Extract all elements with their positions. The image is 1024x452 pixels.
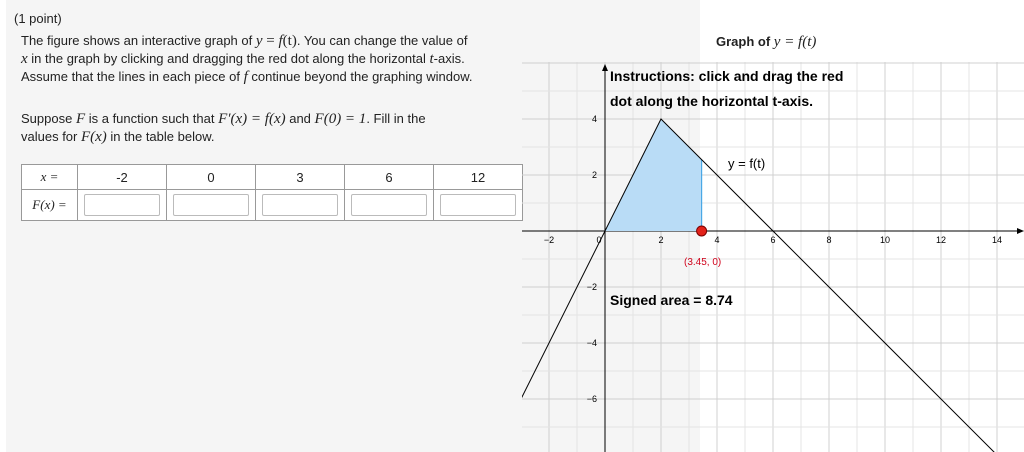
graph-title-math: y = f(t) [773, 34, 817, 50]
x-row-header: x = [22, 165, 78, 190]
F-answer-cell [345, 190, 434, 221]
math-t: (t) [282, 33, 297, 49]
t-axis-arrow-icon [1017, 228, 1024, 234]
text-segment: . Fill in the [366, 111, 426, 126]
math-f: f [278, 33, 283, 49]
x-value-cell: -2 [78, 165, 167, 190]
x-tick-label: 4 [714, 235, 720, 245]
interactive-graph[interactable] [522, 62, 1024, 452]
text-segment: continue beyond the graphing window. [247, 69, 473, 84]
math-f: f [243, 69, 248, 85]
math-t-var: t [429, 51, 434, 67]
y-tick-label: 4 [591, 114, 597, 124]
x-tick-label: 6 [770, 235, 776, 245]
text-segment: Suppose [21, 111, 76, 126]
math-y: y [255, 33, 263, 49]
y-axis-arrow-icon [602, 64, 608, 71]
x-tick-label: 10 [879, 235, 891, 245]
signed-area-readout: Signed area = 8.74 [610, 292, 733, 308]
text-segment: The figure shows an interactive graph of [21, 33, 256, 48]
F-row-header: F(x) = [22, 190, 78, 221]
x-value-cell: 6 [345, 165, 434, 190]
F-answer-input-x-0[interactable] [173, 194, 249, 216]
F-answer-cell [434, 190, 523, 221]
problem-paragraph-1 [21, 32, 521, 86]
math-initial-condition: F(0) = 1 [314, 111, 367, 127]
x-tick-label: 14 [991, 235, 1003, 245]
text-segment: -axis. [433, 51, 465, 66]
x-tick-label: −2 [543, 235, 555, 245]
text-segment: in the table below. [106, 129, 215, 144]
math-derivative-equation: F′(x) = f(x) [218, 111, 286, 127]
math-eq: = [262, 33, 279, 49]
graph-title-text: Graph of [716, 34, 774, 49]
F-answer-input-x-6[interactable] [351, 194, 427, 216]
x-row [22, 165, 523, 190]
point-value: (1 point) [14, 11, 62, 26]
math-x: x [21, 51, 28, 67]
text-segment: . You can change the value of [296, 33, 468, 48]
point-coordinate-label: (3.45, 0) [684, 257, 722, 268]
y-tick-label: −2 [586, 282, 597, 292]
x-value-cell: 12 [434, 165, 523, 190]
x-value-cell: 0 [167, 165, 256, 190]
draggable-red-dot[interactable] [697, 226, 707, 236]
values-table [21, 164, 523, 221]
F-answer-input-x-neg2[interactable] [84, 194, 160, 216]
grid-lines [522, 62, 1024, 452]
x-tick-labels [544, 235, 1002, 245]
F-answer-cell [167, 190, 256, 221]
F-answer-cell [256, 190, 345, 221]
text-segment: values for [21, 129, 81, 144]
F-answer-input-x-12[interactable] [440, 194, 516, 216]
F-row [22, 190, 523, 221]
x-tick-label: 2 [658, 235, 664, 245]
x-tick-label: 0 [596, 235, 602, 245]
text-segment: Assume that the lines in each piece of [21, 69, 244, 84]
instructions-line-1: Instructions: click and drag the red [610, 68, 844, 84]
x-tick-label: 12 [935, 235, 947, 245]
y-tick-label: 2 [591, 170, 597, 180]
curve-label: y = f(t) [728, 156, 766, 171]
math-Fx: F(x) [80, 129, 107, 145]
y-tick-label: −6 [586, 394, 597, 404]
instructions-line-2: dot along the horizontal t-axis. [610, 93, 813, 109]
text-segment: and [285, 111, 315, 126]
x-value-cell: 3 [256, 165, 345, 190]
text-segment: in the graph by clicking and dragging the red dot along the horizontal [27, 51, 430, 66]
F-answer-cell [78, 190, 167, 221]
graph-title [716, 34, 816, 51]
x-tick-label: 8 [826, 235, 832, 245]
problem-paragraph-2 [21, 110, 521, 146]
math-F: F [75, 111, 86, 127]
F-answer-input-x-3[interactable] [262, 194, 338, 216]
y-tick-label: −4 [586, 338, 597, 348]
text-segment: is a function such that [85, 111, 219, 126]
